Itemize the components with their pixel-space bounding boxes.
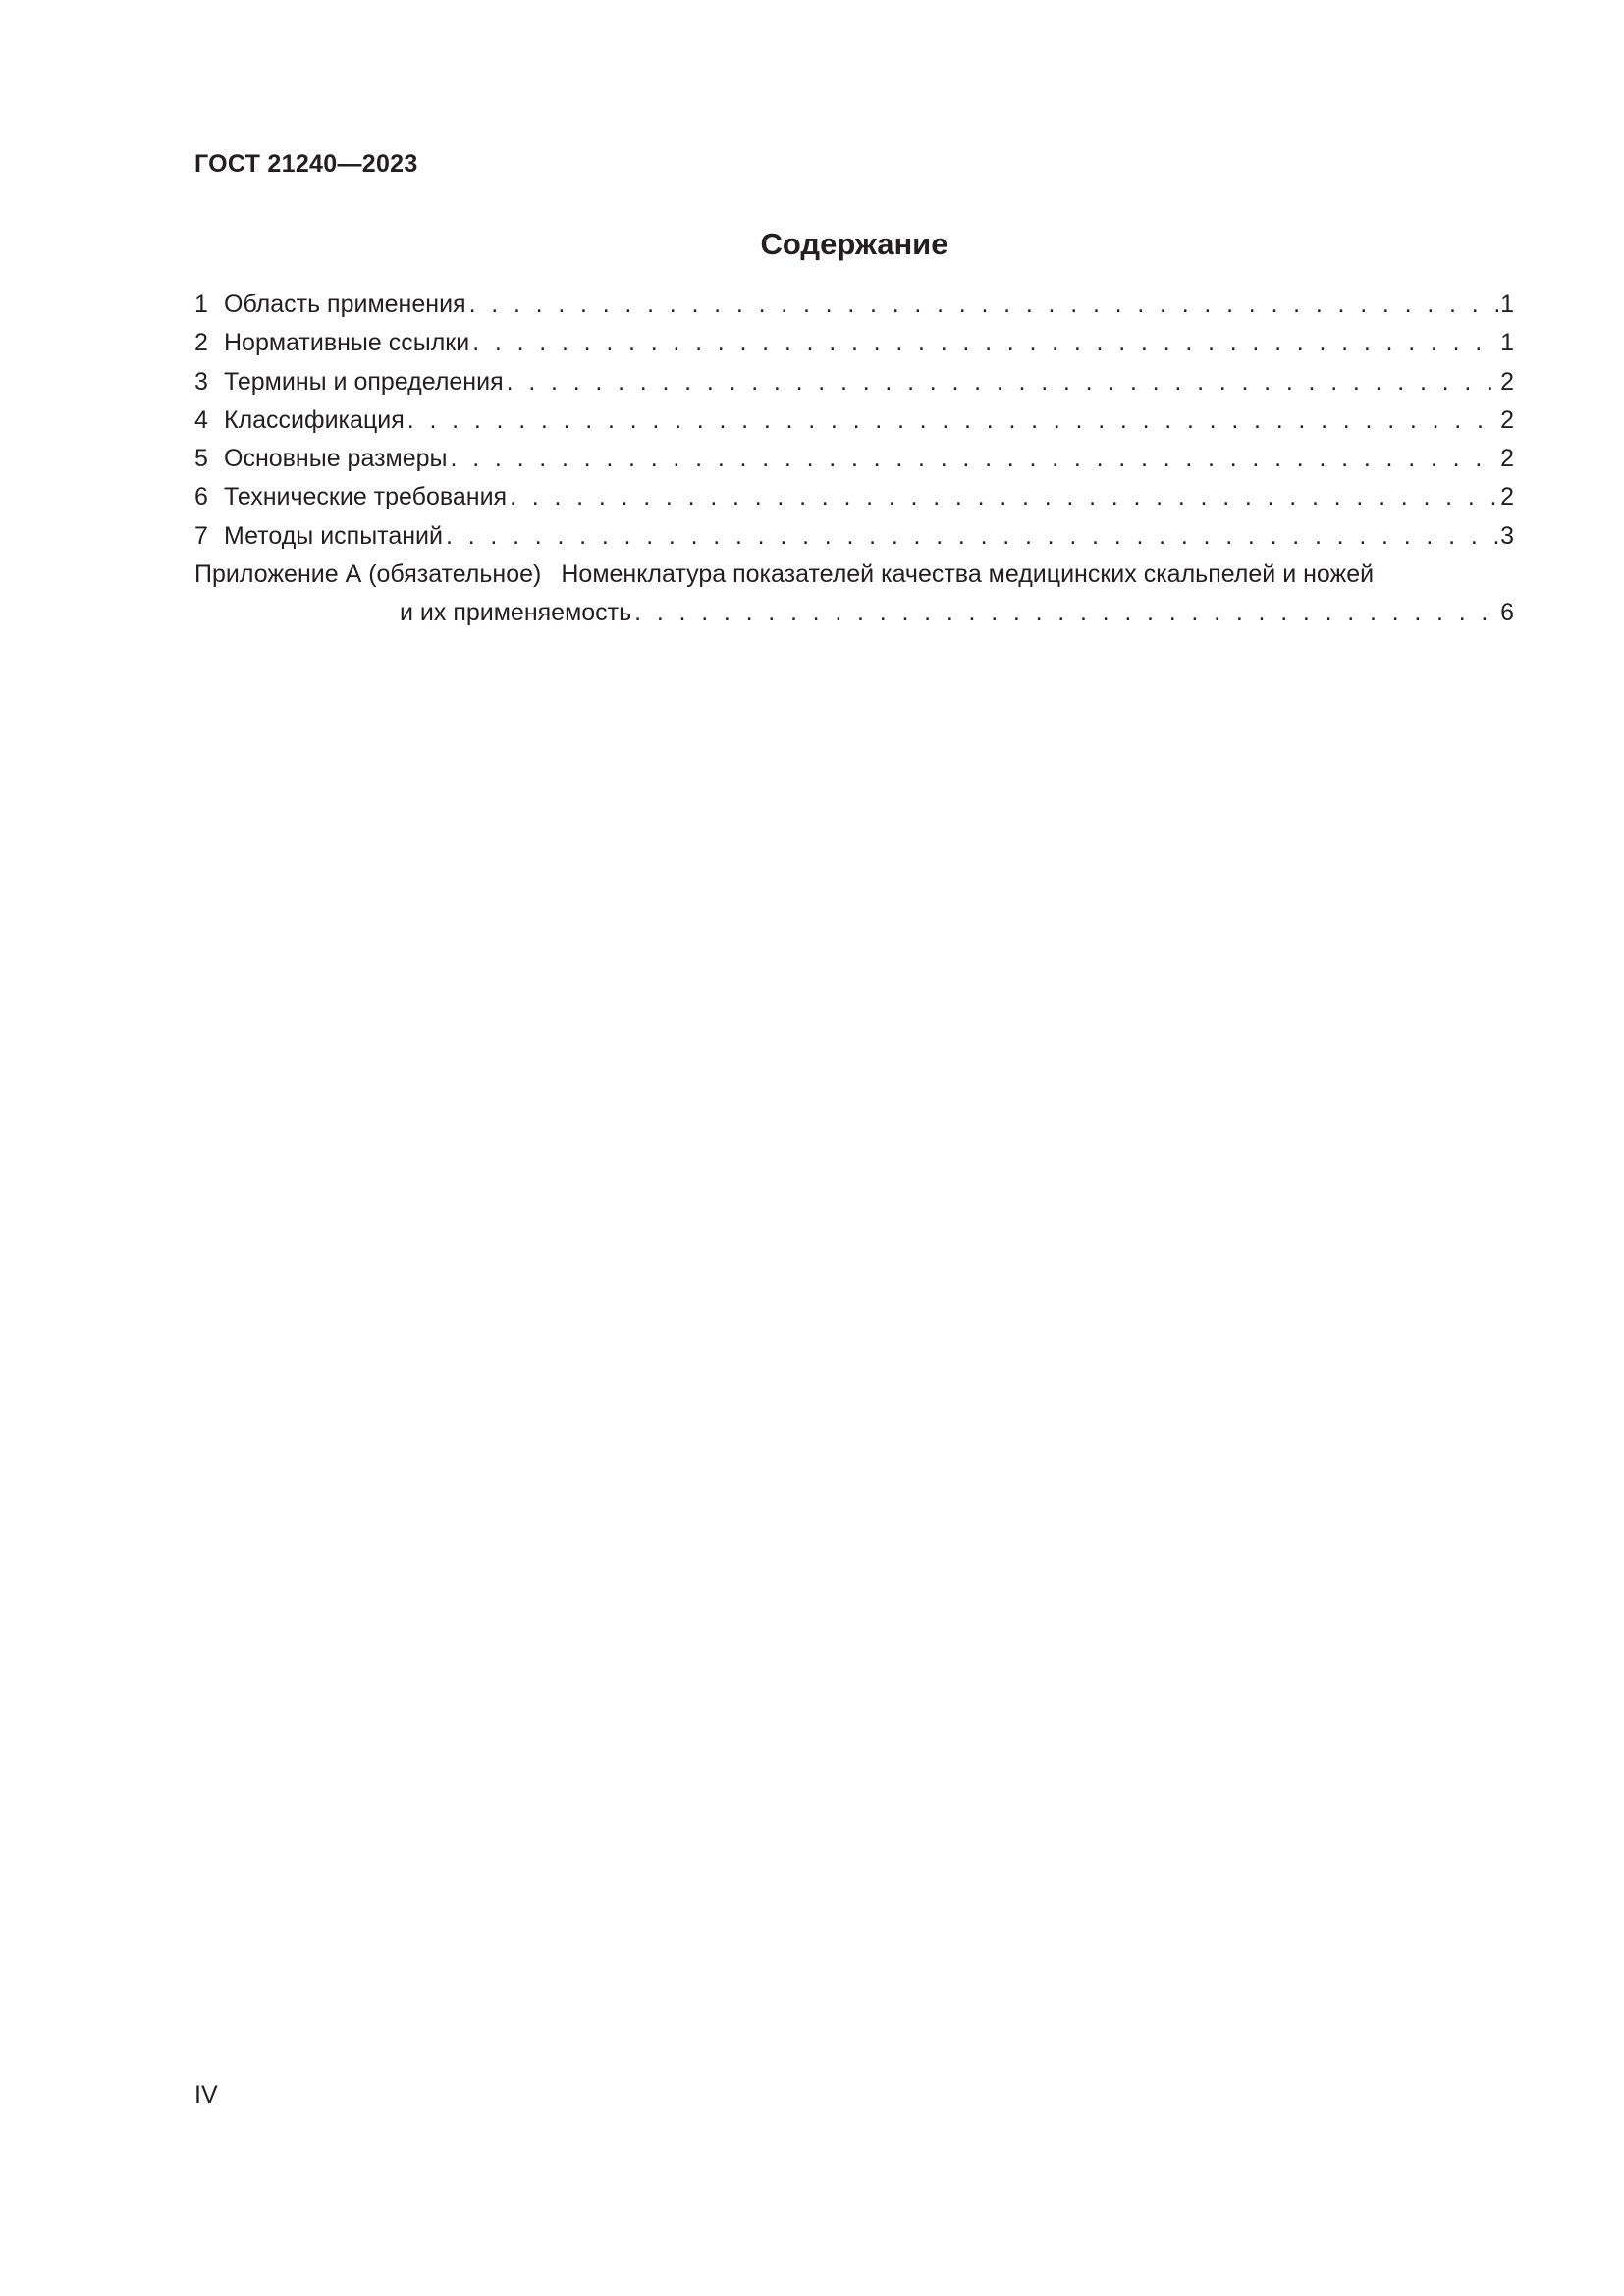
toc-entry-page: 2 bbox=[1500, 483, 1514, 511]
toc-entry[interactable] bbox=[194, 329, 1514, 367]
toc-entry[interactable] bbox=[194, 522, 1514, 561]
dot-leader bbox=[469, 291, 1499, 319]
toc-entry-number: 6 bbox=[194, 483, 208, 511]
toc-entry[interactable] bbox=[194, 368, 1514, 406]
toc-annex-entry[interactable] bbox=[194, 561, 1514, 638]
toc-entry-number: 3 bbox=[194, 367, 208, 396]
toc-entry-page: 3 bbox=[1500, 521, 1514, 550]
table-of-contents bbox=[194, 291, 1514, 638]
toc-entry-page: 1 bbox=[1500, 329, 1514, 357]
annex-title-line2: и их применяемость bbox=[400, 599, 632, 627]
toc-entry-page: 2 bbox=[1500, 405, 1514, 434]
toc-entry-label: Термины и определения bbox=[224, 367, 504, 396]
toc-entry[interactable] bbox=[194, 291, 1514, 329]
toc-entry-label: Технические требования bbox=[224, 483, 508, 511]
dot-leader bbox=[472, 329, 1498, 357]
toc-entry-label: Нормативные ссылки bbox=[224, 329, 470, 357]
toc-entry-number: 2 bbox=[194, 329, 208, 357]
toc-entry-label: Область применения bbox=[224, 291, 466, 318]
toc-entry-page: 2 bbox=[1500, 367, 1514, 396]
toc-entry-label: Основные размеры bbox=[224, 445, 448, 473]
toc-entry-label: Методы испытаний bbox=[224, 521, 443, 550]
page-number: IV bbox=[194, 2081, 218, 2109]
toc-entry[interactable] bbox=[194, 483, 1514, 521]
toc-entry-number: 7 bbox=[194, 521, 208, 550]
toc-entry-number: 1 bbox=[194, 291, 208, 318]
toc-entry-number: 5 bbox=[194, 445, 208, 473]
toc-entry-label: Классификация bbox=[224, 405, 405, 434]
dot-leader bbox=[510, 483, 1498, 511]
annex-page: 6 bbox=[1500, 599, 1514, 627]
dot-leader bbox=[507, 368, 1498, 397]
dot-leader bbox=[451, 445, 1499, 473]
annex-title-line1: Номенклатура показателей качества медицинских скальпелей и ножей bbox=[561, 561, 1375, 589]
document-code: ГОСТ 21240—2023 bbox=[194, 150, 418, 178]
dot-leader bbox=[634, 599, 1498, 627]
toc-entry[interactable] bbox=[194, 445, 1514, 483]
dot-leader bbox=[407, 406, 1498, 435]
toc-entry[interactable] bbox=[194, 406, 1514, 445]
dot-leader bbox=[446, 522, 1498, 551]
toc-entry-number: 4 bbox=[194, 405, 208, 434]
annex-label: Приложение А (обязательное) bbox=[194, 561, 542, 589]
toc-title: Содержание bbox=[760, 227, 948, 261]
toc-entry-page: 2 bbox=[1500, 445, 1514, 473]
toc-entry-page: 1 bbox=[1500, 291, 1514, 318]
